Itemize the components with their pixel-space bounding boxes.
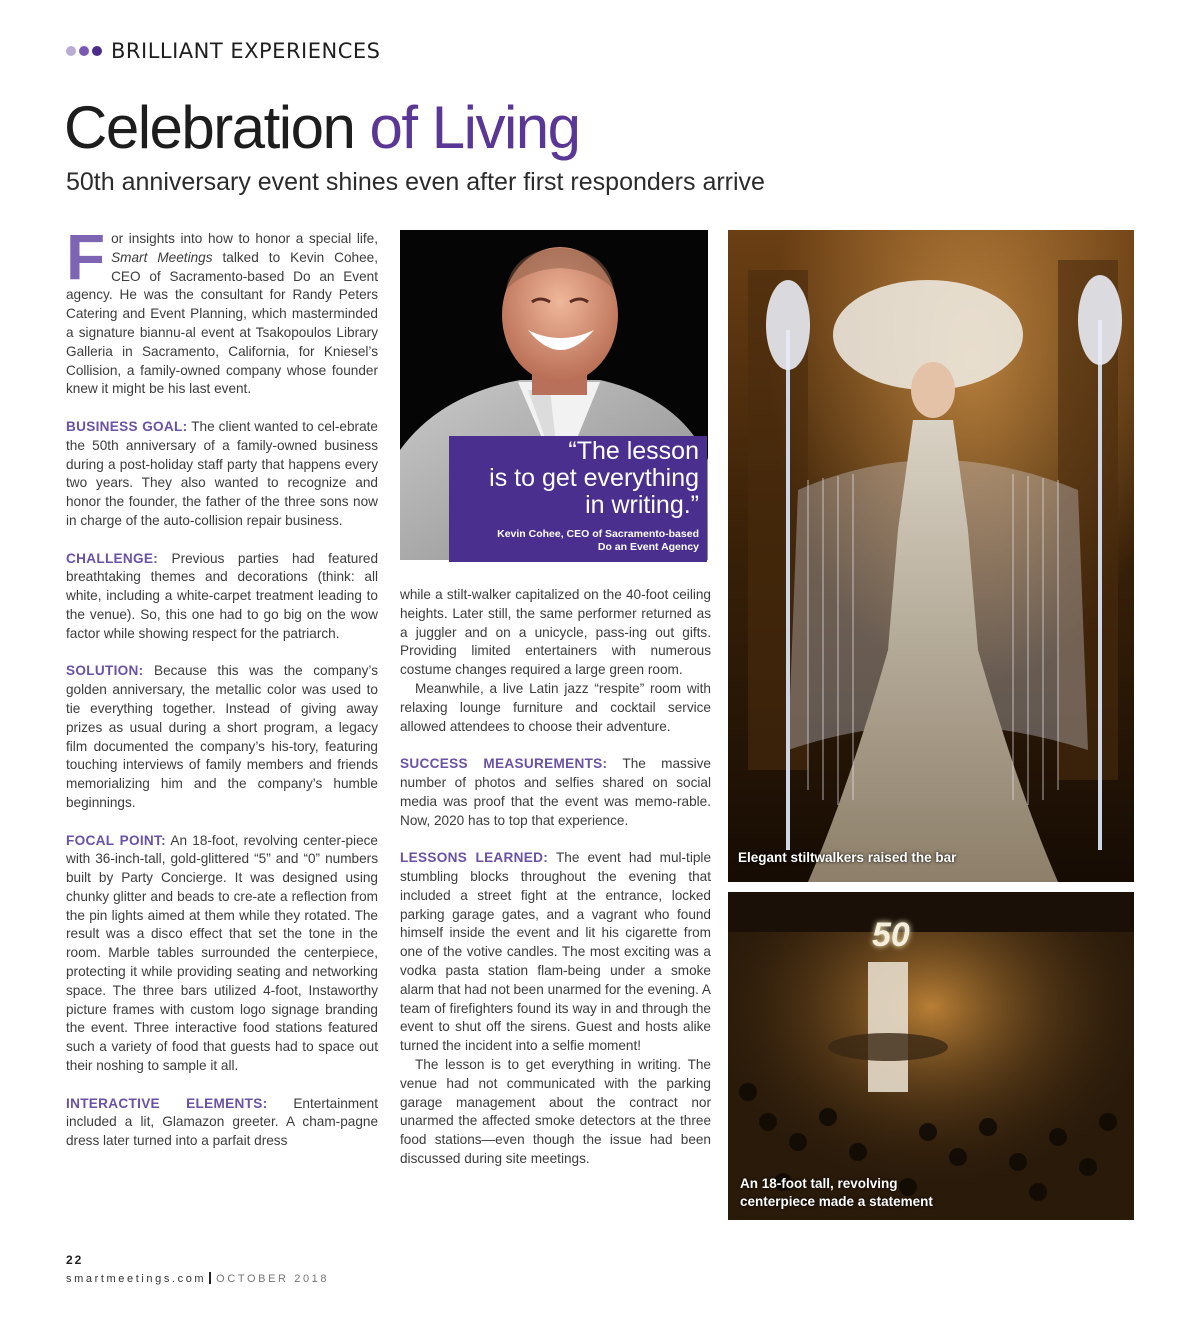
challenge-paragraph: CHALLENGE: Previous parties had featured breathtaking themes and decorations (think: all white, including a white-carpet treatment leading to the venue). So, this one had to go big on the wow factor while showing respect for the patriarch. (66, 550, 378, 641)
article-title (64, 92, 580, 164)
intro-paragraph: For insights into how to honor a special life, Smart Meetings talked to Kevin Cohee, CEO of Sacramento-based Do an Event agency. He was the consultant for Randy Peters Catering and Event Planning, which masterminded a signature biannu-al event at Tsakopoulos Library Galleria in Sacramento, California, for Kniesel’s Collision, a family-owned company whose founder knew it might be his last event. (66, 221, 378, 397)
centerpiece-photo (728, 892, 1134, 1220)
article-subtitle: 50th anniversary event shines even after first responders arrive (66, 168, 765, 196)
quote-line-3: in writing.” (585, 491, 699, 519)
lessons-paragraph: LESSONS LEARNED: The event had mul-tiple stumbling blocks throughout the evening that included a street fight at the entrance, locked parking garage gates, and a vagrant who found himself inside the event and lit his cigarette from one of the votive candles. The most exciting was a vodka pasta station flam-being under a smoke alarm that had not been unarmed for the evening. A team of firefighters found its way in and through the event to shut off the sirens. Guest and hosts alike turned the incident into a selfie moment! (400, 850, 711, 1054)
solution-paragraph: SOLUTION: Because this was the company’s golden anniversary, the metallic color was used to tie everything together. Instead of giving away prizes as usual during a short program, a legacy film documented the company’s his-tory, featuring touching interviews of family members and friends memorializing him and the company’s humble beginnings. (66, 663, 378, 810)
drop-cap: F (66, 221, 106, 293)
section-tag (66, 36, 380, 66)
title-main: Celebration (64, 94, 370, 161)
solution-heading: SOLUTION: (66, 663, 144, 679)
business-goal-heading: BUSINESS GOAL: (66, 418, 188, 434)
title-accent: of Living (369, 94, 580, 161)
stiltwalker-illustration (728, 230, 1134, 882)
focal-point-heading: FOCAL POINT: (66, 832, 166, 848)
challenge-heading: CHALLENGE: (66, 550, 159, 566)
footer-site: smartmeetings.com (66, 1273, 207, 1285)
footer-divider (209, 1272, 211, 1284)
success-paragraph: SUCCESS MEASUREMENTS: The massive number of photos and selfies shared on social media was proof that the event was memo-rable. Now, 2020 has to top that experience. (400, 756, 711, 828)
publication-name: Smart Meetings (111, 249, 213, 265)
lessons-heading: LESSONS LEARNED: (400, 850, 549, 866)
entertainment-continued-paragraph: while a stilt-walker capitalized on the 40-foot ceiling heights. Later still, the same performer returned as a juggler and on a unicycle, pass-ing out gifts. Providing limited entertainers with numerous costume changes required a large green room. (400, 587, 711, 678)
centerpiece-illustration (728, 892, 1134, 1220)
article-column-2 (400, 586, 711, 1169)
quote-line-2: is to get everything (489, 464, 699, 492)
page-number: 22 (66, 1253, 84, 1267)
photo-caption-stiltwalker: Elegant stiltwalkers raised the bar (738, 850, 957, 865)
article-column-1 (66, 221, 378, 1151)
stiltwalker-photo (728, 230, 1134, 882)
interactive-elements-paragraph: INTERACTIVE ELEMENTS: Entertainment included a lit, Glamazon greeter. A cham-pagne dress later turned into a parfait dress (66, 1095, 378, 1149)
quote-credit: Kevin Cohee, CEO of Sacramento-based Do an Event Agency (497, 528, 699, 553)
photo-caption-centerpiece: An 18-foot tall, revolving centerpiece made a statement (740, 1176, 933, 1209)
success-heading: SUCCESS MEASUREMENTS: (400, 756, 608, 772)
latin-jazz-paragraph: Meanwhile, a live Latin jazz “respite” room with relaxing lounge furniture and cocktail service allowed attendees to choose their adventure. (400, 680, 711, 734)
pull-quote (449, 436, 707, 562)
business-goal-paragraph: BUSINESS GOAL: The client wanted to cel-ebrate the 50th anniversary of a family-owned business during a post-holiday staff party that happens every two years. They also wanted to recognize and honor the founder, the father of the three sons now in charge of the auto-collision repair business. (66, 418, 378, 528)
footer-issue: OCTOBER 2018 (216, 1273, 330, 1285)
centerpiece-number: 50 (872, 916, 910, 954)
section-label: BRILLIANT EXPERIENCES (111, 39, 381, 63)
lessons-paragraph-2: The lesson is to get everything in writing. The venue had not communicated with the parking garage management about the contract nor unarmed the affected smoke detectors at the three food stations—even though the issue had been discussed during site meetings. (400, 1056, 711, 1166)
footer (66, 1272, 329, 1285)
interactive-elements-heading: INTERACTIVE ELEMENTS: (66, 1095, 268, 1111)
quote-line-1: “The lesson (568, 437, 699, 465)
bullet-dots-icon (66, 46, 102, 56)
focal-point-paragraph: FOCAL POINT: An 18-foot, revolving center-piece with 36-inch-tall, gold-glittered “5” and “0” numbers built by Party Concierge. It was designed using chunky glitter and beads to cre-ate a reflection from the pin lights aimed at them while they rotated. The result was a disco effect that set the tone in the room. Marble tables surrounded the centerpiece, protecting it while providing seating and networking space. The three bars utilized 4-foot, Instaworthy picture frames with custom logo signage branding the event. Three interactive food stations featured such a variety of food that guests had to space out their noshing to sample it all. (66, 832, 378, 1074)
